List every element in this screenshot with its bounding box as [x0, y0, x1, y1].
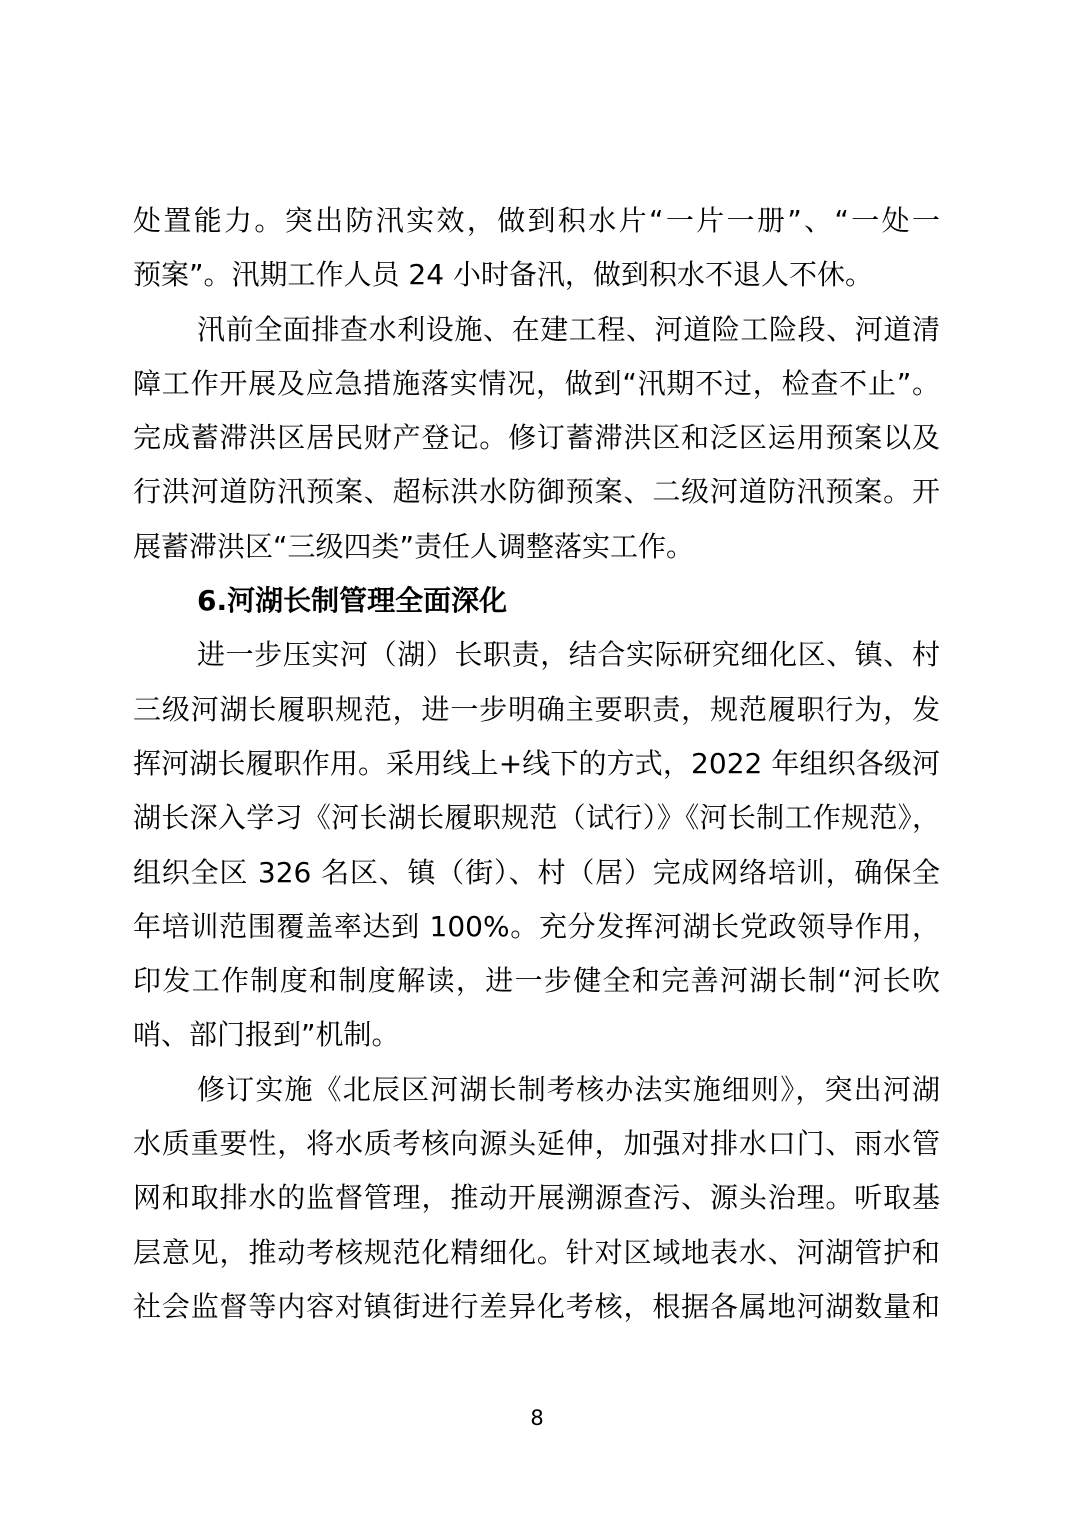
text-line: 湖长深入学习《河长湖长履职规范（试行）》《河长制工作规范》， [133, 801, 940, 835]
text-line: 修订实施《北辰区河湖长制考核办法实施细则》，突出河湖 [197, 1072, 940, 1106]
text-line: 完成蓄滞洪区居民财产登记。修订蓄滞洪区和泛区运用预案以及 [133, 421, 940, 455]
text-line: 处置能力。突出防汛实效，做到积水片“一片一册”、“一处一 [133, 204, 940, 237]
text-line: 哨、部门报到”机制。 [133, 1018, 400, 1052]
text-line: 水质重要性，将水质考核向源头延伸，加强对排水口门、雨水管 [133, 1127, 940, 1161]
text-line: 社会监督等内容对镇街进行差异化考核，根据各属地河湖数量和 [133, 1289, 940, 1323]
text-line: 层意见，推动考核规范化精细化。针对区域地表水、河湖管护和 [133, 1235, 940, 1269]
text-line: 进一步压实河（湖）长职责，结合实际研究细化区、镇、村 [197, 638, 940, 672]
text-line: 行洪河道防汛预案、超标洪水防御预案、二级河道防汛预案。开 [133, 475, 940, 509]
text-line: 年培训范围覆盖率达到 100%。充分发挥河湖长党政领导作用， [133, 909, 940, 943]
text-line: 汛前全面排查水利设施、在建工程、河道险工险段、河道清 [197, 312, 940, 346]
section-heading-6: 6.河湖长制管理全面深化 [197, 584, 508, 618]
text-line: 预案”。汛期工作人员 24 小时备汛，做到积水不退人不休。 [133, 258, 873, 292]
text-body [133, 194, 940, 1334]
text-line: 挥河湖长履职作用。采用线上+线下的方式，2022 年组织各级河 [133, 746, 940, 780]
text-line: 展蓄滞洪区“三级四类”责任人调整落实工作。 [133, 529, 695, 563]
page-number: 8 [530, 1406, 544, 1430]
text-line: 组织全区 326 名区、镇（街）、村（居）完成网络培训，确保全 [133, 855, 940, 889]
text-line: 印发工作制度和制度解读，进一步健全和完善河湖长制“河长吹 [133, 964, 940, 998]
text-line: 网和取排水的监督管理，推动开展溯源查污、源头治理。听取基 [133, 1181, 940, 1215]
text-line: 三级河湖长履职规范，进一步明确主要职责，规范履职行为，发 [133, 692, 940, 726]
text-line: 障工作开展及应急措施落实情况，做到“汛期不过，检查不止”。 [133, 366, 940, 400]
